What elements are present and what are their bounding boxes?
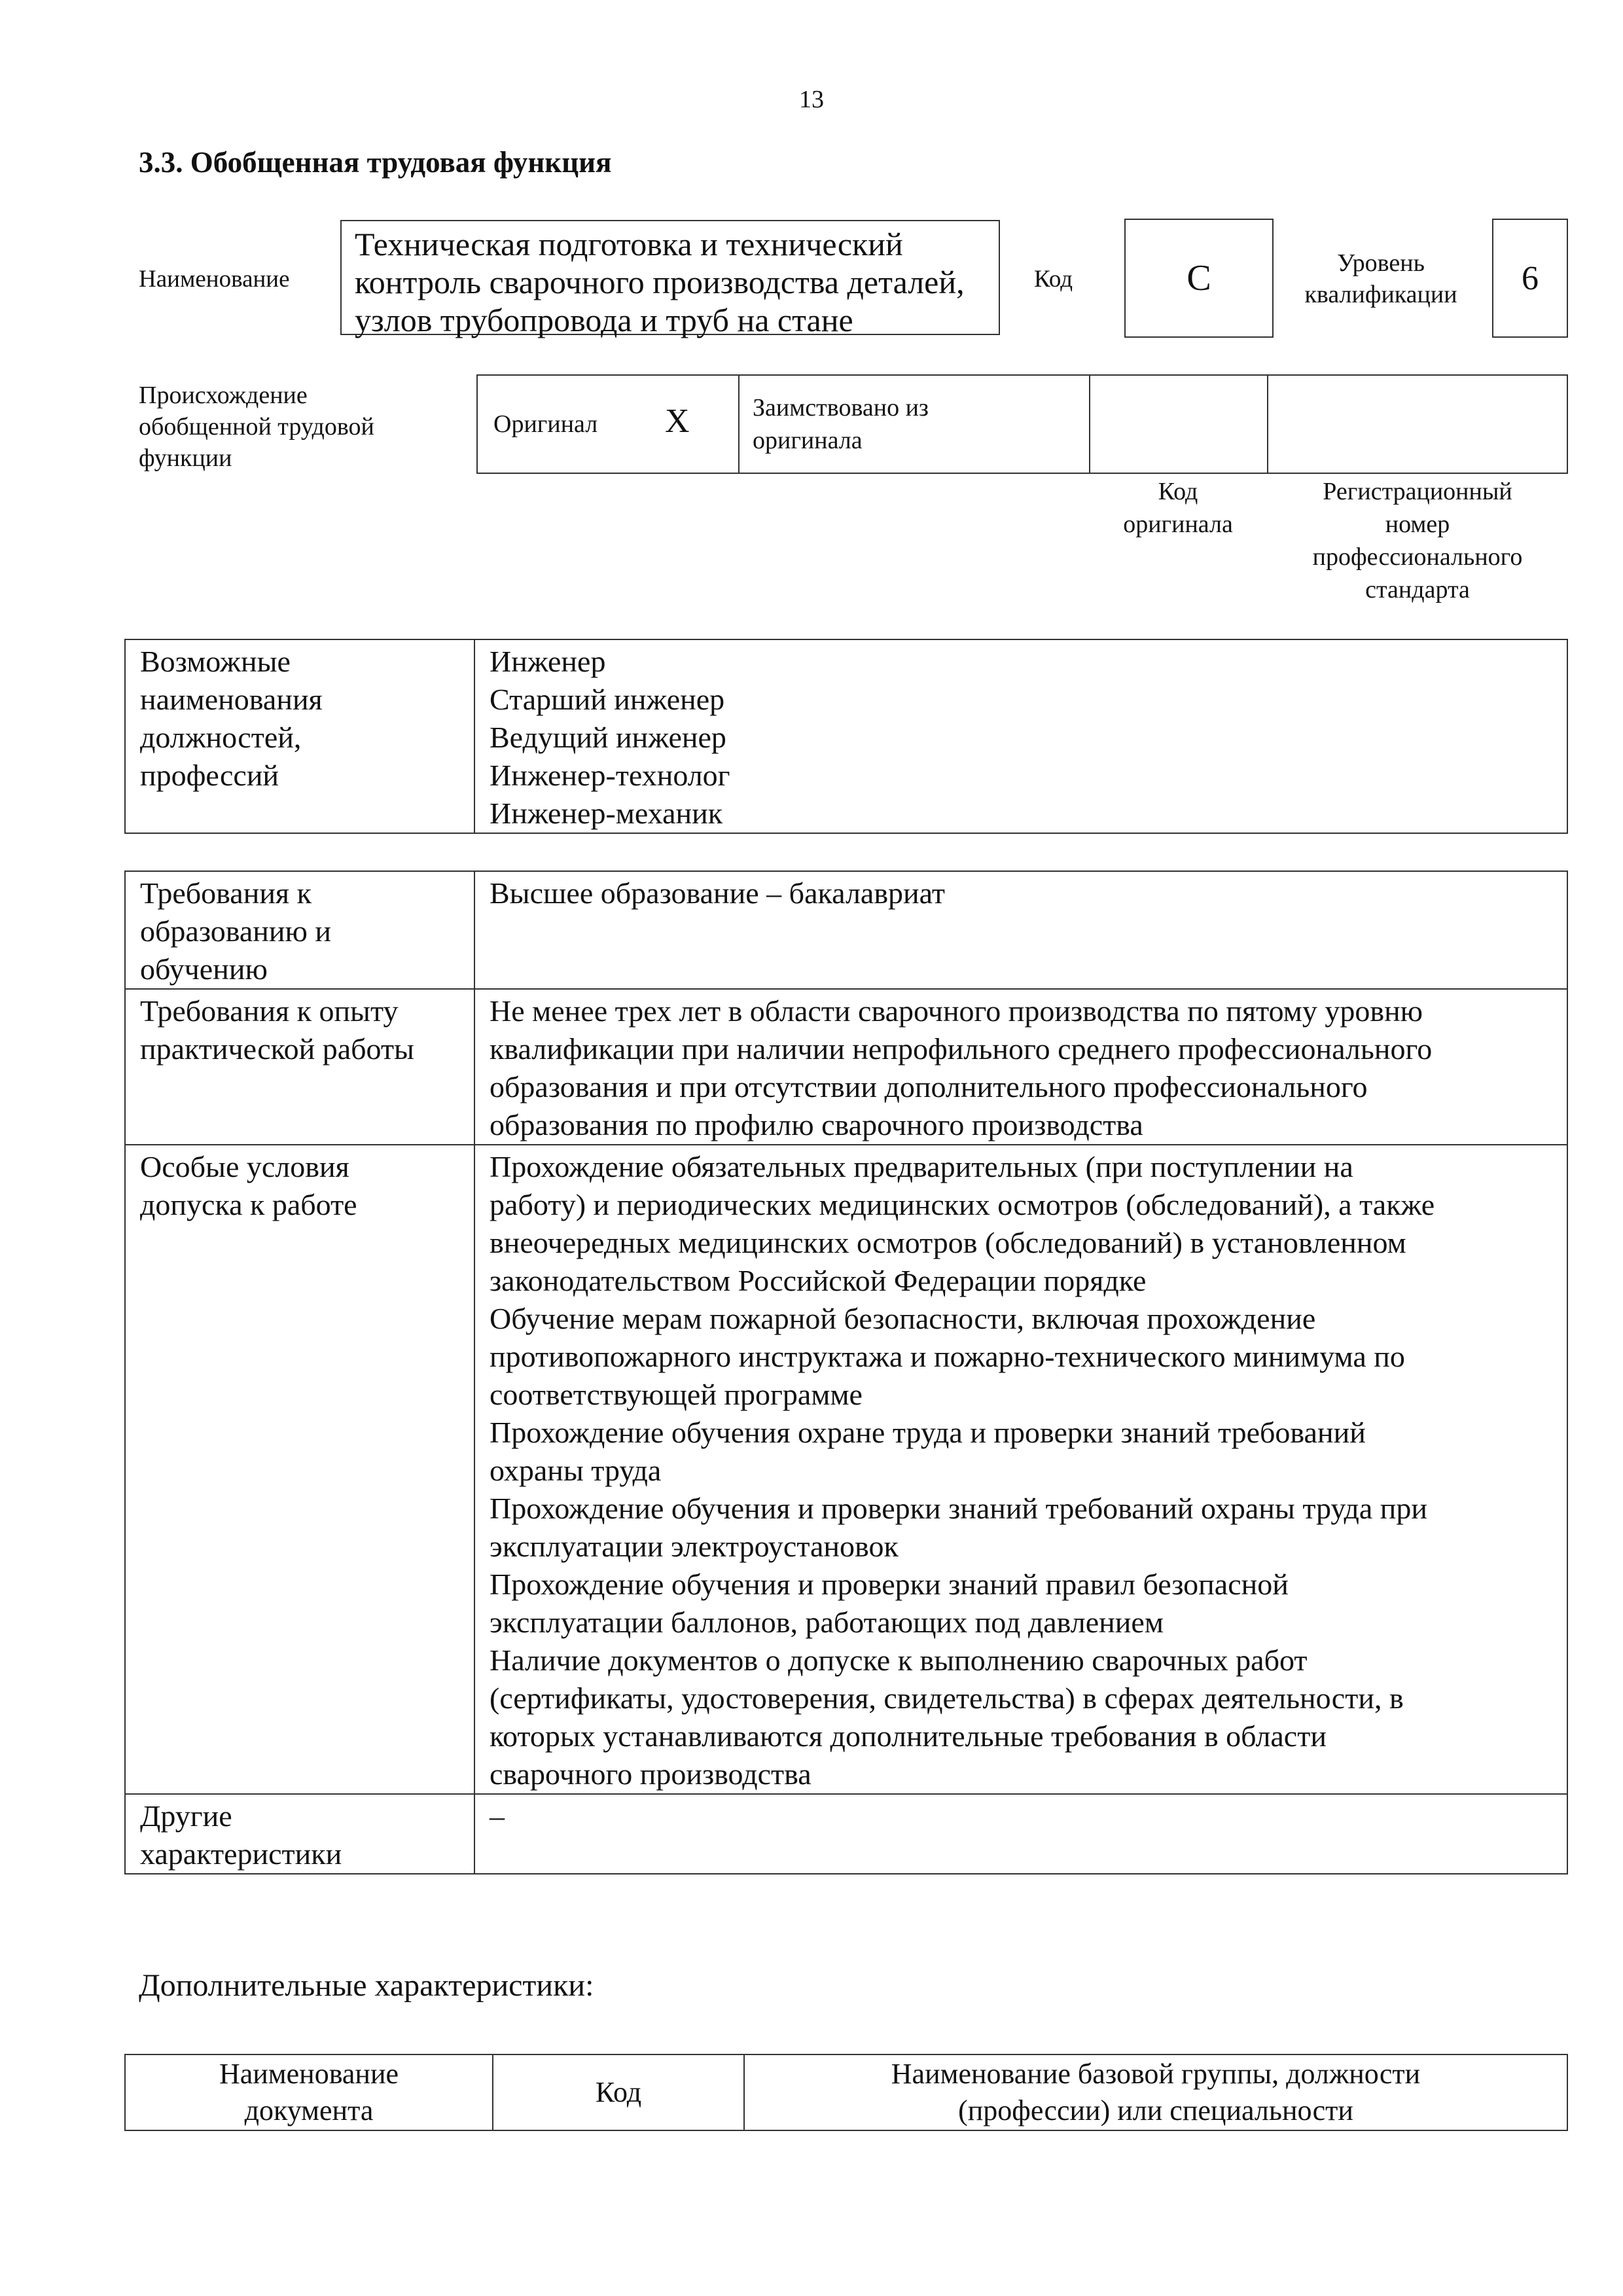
code-value-box: C <box>1124 219 1274 338</box>
requirement-value-line: образования по профилю сварочного производства <box>490 1108 1143 1141</box>
original-cell <box>478 376 740 473</box>
requirement-value-line: противопожарного инструктажа и пожарно-технического минимума по <box>490 1340 1405 1373</box>
requirement-value-line: Прохождение обучения охране труда и проверки знаний требований <box>490 1416 1366 1449</box>
requirement-value-line: эксплуатации электроустановок <box>490 1530 899 1563</box>
registration-number-cell <box>1268 376 1567 473</box>
function-name-box <box>340 220 1000 338</box>
table-row <box>125 989 1567 1145</box>
requirement-label-line: образованию и <box>140 914 331 948</box>
additional-table <box>124 2054 1568 2131</box>
name-label: Наименование <box>139 266 290 293</box>
requirement-value-line: внеочередных медицинских осмотров (обследований) в установленном <box>490 1226 1406 1259</box>
requirement-label-line: Особые условия <box>140 1150 349 1183</box>
position-item: Ведущий инженер <box>490 721 726 754</box>
requirement-value-cell <box>474 1794 1567 1874</box>
requirement-value-line: Обучение мерам пожарной безопасности, включая прохождение <box>490 1302 1316 1335</box>
function-name-line: Техническая подготовка и технический <box>355 226 903 262</box>
requirement-label-cell <box>125 1145 474 1794</box>
table-row <box>125 1145 1567 1794</box>
origin-label <box>139 380 374 474</box>
level-label <box>1283 247 1479 310</box>
code-caption <box>1089 475 1267 541</box>
positions-label-line: должностей, <box>140 721 302 754</box>
requirement-value-line: законодательством Российской Федерации порядке <box>490 1264 1147 1297</box>
table-row <box>125 639 1567 833</box>
borrowed-label-line: оригинала <box>753 427 863 454</box>
positions-label-line: наименования <box>140 683 323 716</box>
requirement-value-line: Прохождение обязательных предварительных (при поступлении на <box>490 1150 1353 1183</box>
requirement-value-cell <box>474 989 1567 1145</box>
requirement-value-line: работу) и периодических медицинских осмотров (обследований), а также <box>490 1188 1435 1221</box>
positions-label-line: Возможные <box>140 645 291 678</box>
table-row <box>125 1794 1567 1874</box>
requirement-label-line: Требования к опыту <box>140 994 399 1028</box>
level-label-line: квалификации <box>1304 281 1457 308</box>
column-header-line: Наименование <box>219 2058 399 2090</box>
requirement-value-line: эксплуатации баллонов, работающих под давлением <box>490 1605 1164 1639</box>
position-item: Инженер-технолог <box>490 759 730 792</box>
registration-caption-line: профессионального <box>1312 543 1523 571</box>
requirement-value-line: сварочного производства <box>490 1757 812 1791</box>
column-header-code <box>493 2054 744 2130</box>
borrowed-cell <box>740 376 1090 473</box>
requirement-label-line: практической работы <box>140 1032 414 1066</box>
registration-caption-line: Регистрационный <box>1323 478 1512 505</box>
requirement-value-line: охраны труда <box>490 1454 662 1487</box>
registration-caption <box>1267 475 1568 606</box>
column-header-line: Код <box>595 2076 642 2108</box>
requirement-label-cell <box>125 1794 474 1874</box>
positions-label-line: профессий <box>140 759 279 792</box>
registration-caption-line: номер <box>1385 511 1450 538</box>
function-name-line: узлов трубопровода и труб на стане <box>355 302 853 338</box>
registration-caption-line: стандарта <box>1365 576 1470 603</box>
requirement-label-line: Требования к <box>140 876 312 910</box>
position-item: Старший инженер <box>490 683 725 716</box>
page-number: 13 <box>799 86 824 113</box>
requirement-label-cell <box>125 871 474 989</box>
code-label: Код <box>1034 266 1073 293</box>
requirement-value-line: Высшее образование – бакалавриат <box>490 876 945 910</box>
level-label-line: Уровень <box>1337 249 1425 277</box>
requirement-label-line: характеристики <box>140 1837 342 1871</box>
requirement-value-line: соответствующей программе <box>490 1378 863 1411</box>
original-mark: X <box>665 403 690 440</box>
column-header-group <box>744 2054 1567 2130</box>
requirement-value-line: Прохождение обучения и проверки знаний правил безопасной <box>490 1568 1289 1601</box>
function-name-line: контроль сварочного производства деталей, <box>355 264 965 300</box>
table-row <box>125 871 1567 989</box>
requirement-value-line: – <box>490 1799 505 1833</box>
requirement-label-cell <box>125 989 474 1145</box>
origin-label-line: обобщенной трудовой <box>139 413 374 440</box>
table-header-row <box>125 2054 1567 2130</box>
requirement-label-line: допуска к работе <box>140 1188 357 1221</box>
positions-table <box>124 639 1568 834</box>
requirement-value-line: Наличие документов о допуске к выполнению сварочных работ <box>490 1643 1308 1677</box>
origin-table <box>476 374 1568 474</box>
origin-label-line: Происхождение <box>139 382 308 409</box>
additional-title: Дополнительные характеристики: <box>139 1968 594 2003</box>
requirement-value-cell <box>474 871 1567 989</box>
requirement-value-line: (сертификаты, удостоверения, свидетельства) в сферах деятельности, в <box>490 1681 1404 1715</box>
borrowed-label-line: Заимствовано из <box>753 394 929 422</box>
requirement-value-line: Прохождение обучения и проверки знаний требований охраны труда при <box>490 1492 1428 1525</box>
code-caption-line: Код <box>1158 478 1198 505</box>
requirement-value-line: которых устанавливаются дополнительные требования в области <box>490 1719 1327 1753</box>
section-title: 3.3. Обобщенная трудовая функция <box>139 146 612 179</box>
requirement-label-line: Другие <box>140 1799 232 1833</box>
position-item: Инженер <box>490 645 606 678</box>
requirement-value-cell <box>474 1145 1567 1794</box>
requirements-table <box>124 870 1568 1874</box>
column-header-line: Наименование базовой группы, должности <box>891 2058 1421 2090</box>
requirement-value-line: квалификации при наличии непрофильного среднего профессионального <box>490 1032 1433 1066</box>
positions-list-cell <box>474 639 1567 833</box>
requirement-label-line: обучению <box>140 952 268 986</box>
column-header-line: документа <box>244 2094 374 2126</box>
position-item: Инженер-механик <box>490 797 723 830</box>
requirement-value-line: Не менее трех лет в области сварочного производства по пятому уровню <box>490 994 1423 1028</box>
requirement-value-line: образования и при отсутствии дополнительного профессионального <box>490 1070 1368 1103</box>
positions-label-cell <box>125 639 474 833</box>
code-caption-line: оригинала <box>1123 511 1233 538</box>
origin-label-line: функции <box>139 444 232 472</box>
original-code-cell <box>1090 376 1268 473</box>
borrowed-label <box>753 391 929 457</box>
original-label: Оригинал <box>493 410 598 438</box>
column-header-line: (профессии) или специальности <box>958 2094 1353 2126</box>
column-header-document <box>125 2054 493 2130</box>
level-value-box: 6 <box>1492 219 1568 338</box>
